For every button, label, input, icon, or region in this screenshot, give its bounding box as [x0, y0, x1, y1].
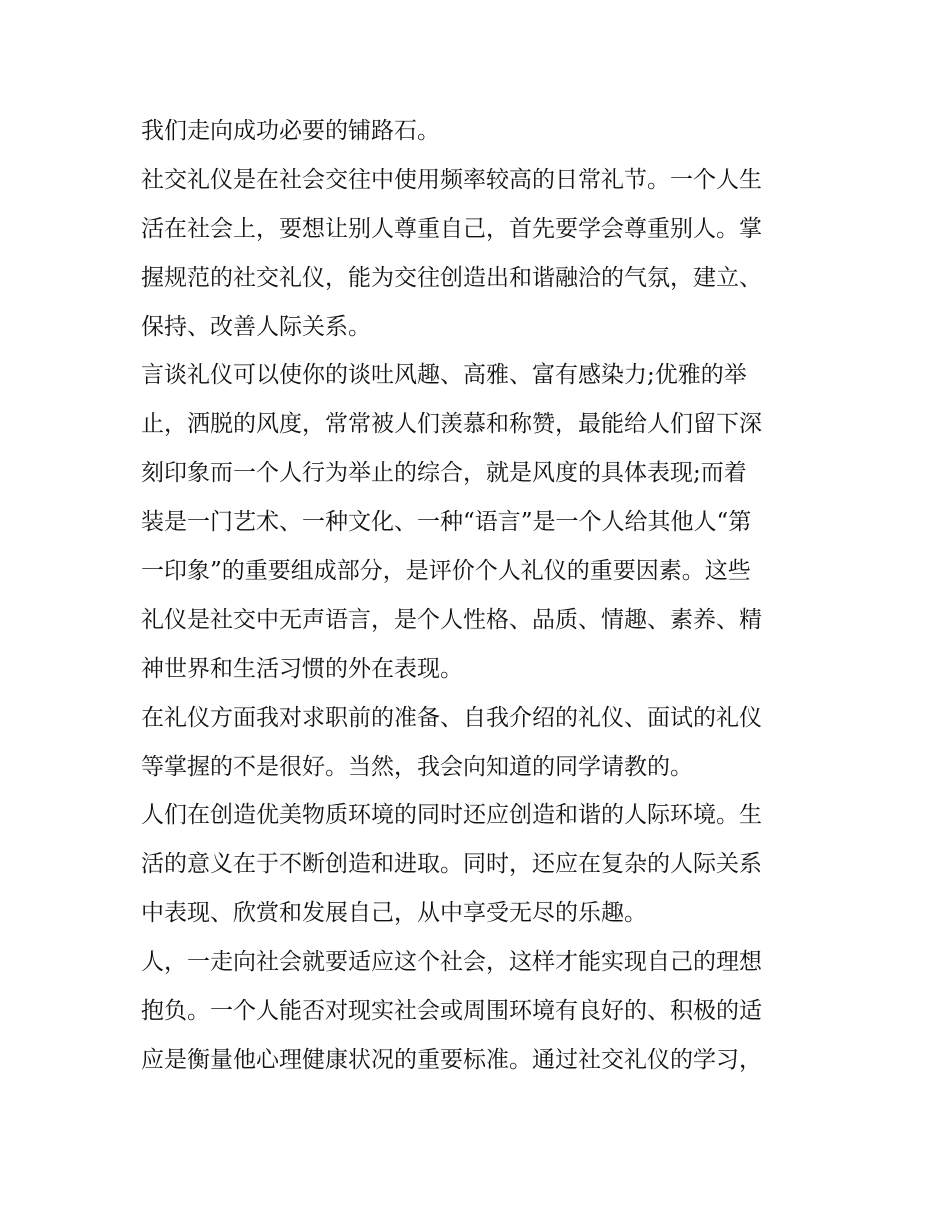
- text-line: 社交礼仪是在社会交往中使用频率较高的日常礼节。一个人生: [141, 166, 762, 193]
- text-line: 装是一门艺术、一种文化、一种“语言”是一个人给其他人“第: [141, 509, 752, 536]
- text-line: 应是衡量他心理健康状况的重要标准。通过社交礼仪的学习，: [141, 1046, 762, 1073]
- text-line: 神世界和生活习惯的外在表现。: [141, 655, 463, 682]
- text-line: 刻印象而一个人行为举止的综合，就是风度的具体表现;而着: [141, 460, 747, 487]
- text-line: 活在社会上，要想让别人尊重自己，首先要学会尊重别人。掌: [141, 215, 762, 242]
- text-line: 等掌握的不是很好。当然，我会向知道的同学请教的。: [141, 753, 693, 780]
- document-body: [141, 107, 821, 1085]
- text-line: 止，洒脱的风度，常常被人们羡慕和称赞，最能给人们留下深: [141, 411, 762, 438]
- text-line: 人，一走向社会就要适应这个社会，这样才能实现自己的理想: [141, 949, 762, 976]
- text-line: 一印象”的重要组成部分，是评价个人礼仪的重要因素。这些: [141, 558, 751, 585]
- text-line: 抱负。一个人能否对现实社会或周围环境有良好的、积极的适: [141, 998, 762, 1025]
- text-line: 我们走向成功必要的铺路石。: [141, 118, 440, 144]
- text-line: 礼仪是社交中无声语言，是个人性格、品质、情趣、素养、精: [141, 606, 762, 633]
- text-line: 握规范的社交礼仪，能为交往创造出和谐融洽的气氛，建立、: [141, 264, 762, 291]
- text-line: 在礼仪方面我对求职前的准备、自我介绍的礼仪、面试的礼仪: [141, 704, 762, 731]
- text-line: 言谈礼仪可以使你的谈吐风趣、高雅、富有感染力;优雅的举: [141, 362, 747, 389]
- text-line: 活的意义在于不断创造和进取。同时，还应在复杂的人际关系: [141, 851, 762, 878]
- text-line: 人们在创造优美物质环境的同时还应创造和谐的人际环境。生: [141, 802, 762, 829]
- text-line: 保持、改善人际关系。: [141, 313, 371, 340]
- text-line: 中表现、欣赏和发展自己，从中享受无尽的乐趣。: [141, 900, 647, 927]
